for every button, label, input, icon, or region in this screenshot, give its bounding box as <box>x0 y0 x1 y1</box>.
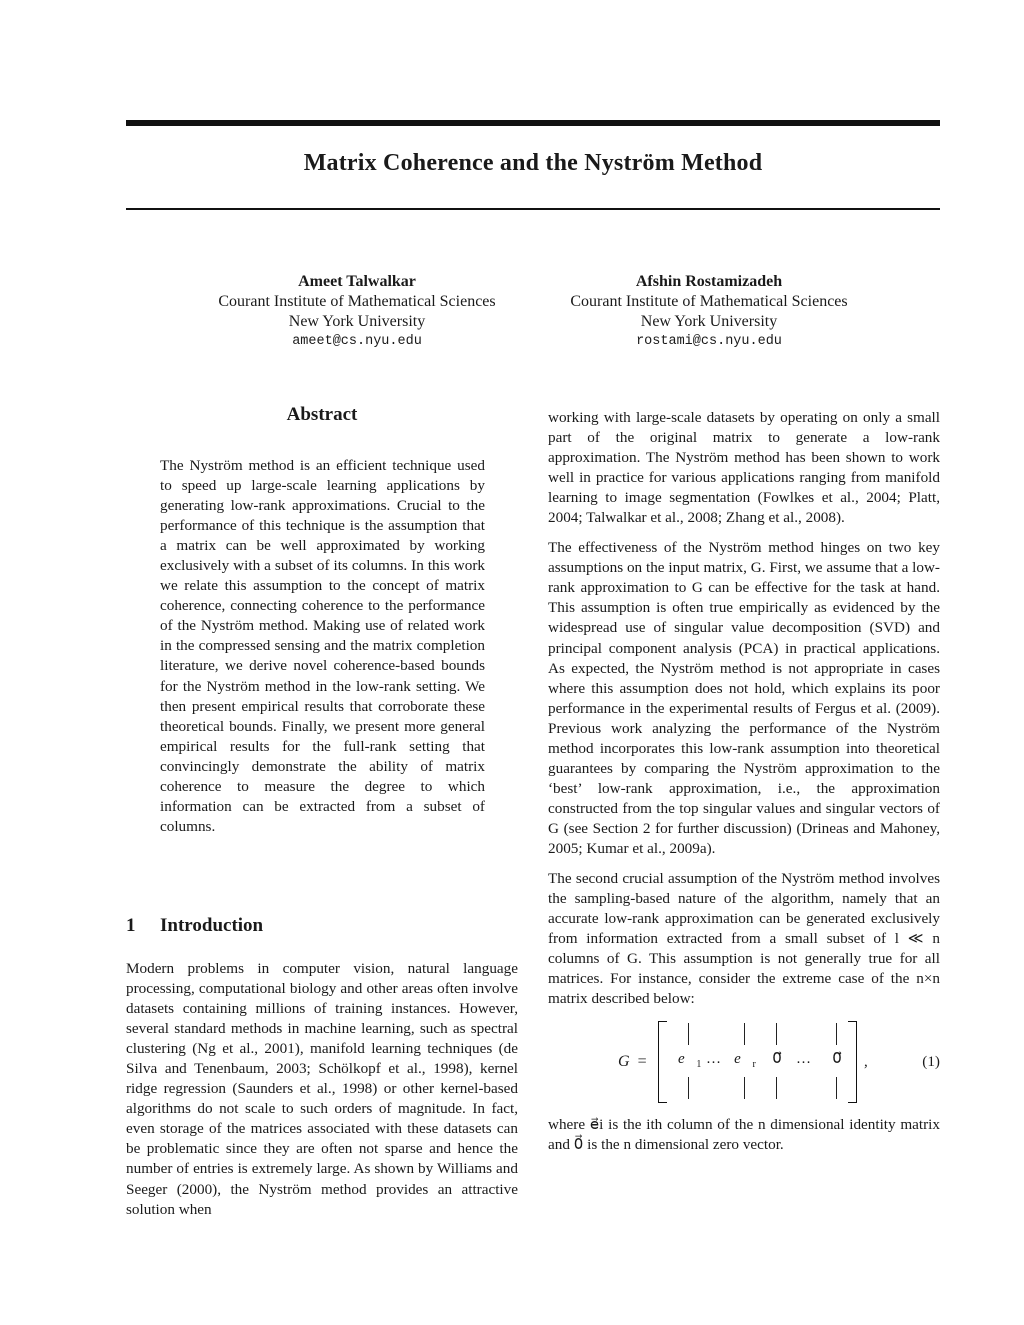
intro-paragraph-4: where e⃗i is the ith column of the n dimensional identity matrix and 0⃗ is the n dimensional zero vector. <box>548 1116 940 1154</box>
section-heading-introduction <box>126 915 263 937</box>
equation-comma: , <box>864 1054 868 1071</box>
matrix-dots: … <box>706 1051 721 1068</box>
intro-paragraph-2: The effectiveness of the Nyström method hinges on two key assumptions on the input matrix, G. First, we assume that a low-rank approximation to G can be effective for the task at hand. This assumption is often true empirically as evidenced by the widespread use of singular value decomposition (SVD) and principal component analysis (PCA) in practical applications. As expected, the Nyström method is not appropriate in cases where this assumption does not hold, which explains its poor performance in the experimental results of Fergus et al. (2009). Previous work analyzing the performance of the Nyström method incorporates this low-rank assumption into theoretical guarantees by comparing the Nyström approximation to the ‘best’ low-rank approximation, i.e., the approximation constructed from the top singular values and singular vectors of G (see Section 2 for further discussion) (Drineas and Mahoney, 2005; Kumar et al., 2009a). <box>548 539 940 857</box>
right-column <box>548 408 940 1165</box>
title-rule-bottom <box>126 208 940 210</box>
author-institution: New York University <box>640 313 778 330</box>
matrix-column-e1: $e⃗_1$ <box>678 1019 698 1105</box>
intro-paragraph-3: The second crucial assumption of the Nyström method involves the sampling-based nature of the algorithm, namely that an accurate low-rank approximation can be generated exclusively from information extracted from a small subset of l ≪ n columns of G. This assumption is not generally true for all matrices. For instance, consider the extreme case of the n×n matrix described below: <box>548 870 940 1008</box>
matrix-column-zero: 0⃗ <box>826 1019 846 1105</box>
intro-paragraph-1-cont: working with large-scale datasets by operating on only a small part of the original matrix to generate a low-rank approximation. The Nyström method has been shown to work well in practice for various applications ranging from manifold learning to image segmentation (Fowlkes et al., 2004; Platt, 2004; Talwalkar et al., 2008; Zhang et al., 2008). <box>548 409 940 527</box>
section-title: Introduction <box>160 915 264 936</box>
right-bracket <box>848 1021 857 1103</box>
abstract-heading: Abstract <box>286 404 358 425</box>
left-bracket <box>658 1021 667 1103</box>
author-name: Afshin Rostamizadeh <box>635 273 783 290</box>
title-rule-top <box>126 120 940 126</box>
equation-1 <box>548 1019 940 1109</box>
author-institution: New York University <box>288 313 426 330</box>
author-email: ameet@cs.nyu.edu <box>292 334 422 349</box>
author-affiliation: Courant Institute of Mathematical Sciences <box>218 293 496 310</box>
author-affiliation: Courant Institute of Mathematical Sciences <box>570 293 848 310</box>
intro-paragraph-1: Modern problems in computer vision, natural language processing, computational biology and other areas often involve datasets containing millions of training instances. However, several standard methods in machine learning, such as spectral clustering (Ng et al., 2001), manifold learning techniques (de Silva and Tenenbaum, 2003; Schölkopf et al., 1998), kernel ridge regression (Saunders et al., 1998) or other kernel-based algorithms do not scale to such orders of magnitude. In fact, even storage of the matrices associated with these datasets can be problematic since they are often not sparse and hence the number of entries is extremely large. As shown by Williams and Seeger (2000), the Nyström method provides an attractive solution when <box>126 960 518 1218</box>
author-block-2 <box>519 272 899 352</box>
abstract-text <box>160 456 485 837</box>
author-name: Ameet Talwalkar <box>298 273 416 290</box>
author-block-1 <box>167 272 547 352</box>
intro-left-column <box>126 959 518 1220</box>
paper-title: Matrix Coherence and the Nyström Method <box>303 150 763 176</box>
matrix-column-zero: 0⃗ <box>766 1019 786 1105</box>
equation-number: (1) <box>922 1053 940 1071</box>
abstract-paragraph: The Nyström method is an efficient technique used to speed up large-scale learning applications by generating low-rank approximations. Crucial to the performance of this technique is the assumption that a matrix can be well approximated by working exclusively with a subset of its columns. In this work we relate this assumption to the concept of matrix coherence, connecting coherence to the performance of the Nyström method. Making use of related work in the compressed sensing and the matrix completion literature, we derive novel coherence-based bounds for the Nyström method in the low-rank setting. We then present empirical results that corroborate these theoretical bounds. Finally, we present more general empirical results for the full-rank setting that convincingly demonstrate the ability of matrix coherence to measure the degree to which information can be extracted from a subset of columns. <box>160 457 485 835</box>
matrix-dots: … <box>796 1051 811 1068</box>
matrix-column-er: $e⃗_r$ <box>734 1019 754 1105</box>
equation-lhs: G = <box>618 1053 647 1071</box>
author-email: rostami@cs.nyu.edu <box>636 334 782 349</box>
section-number: 1 <box>126 915 136 936</box>
